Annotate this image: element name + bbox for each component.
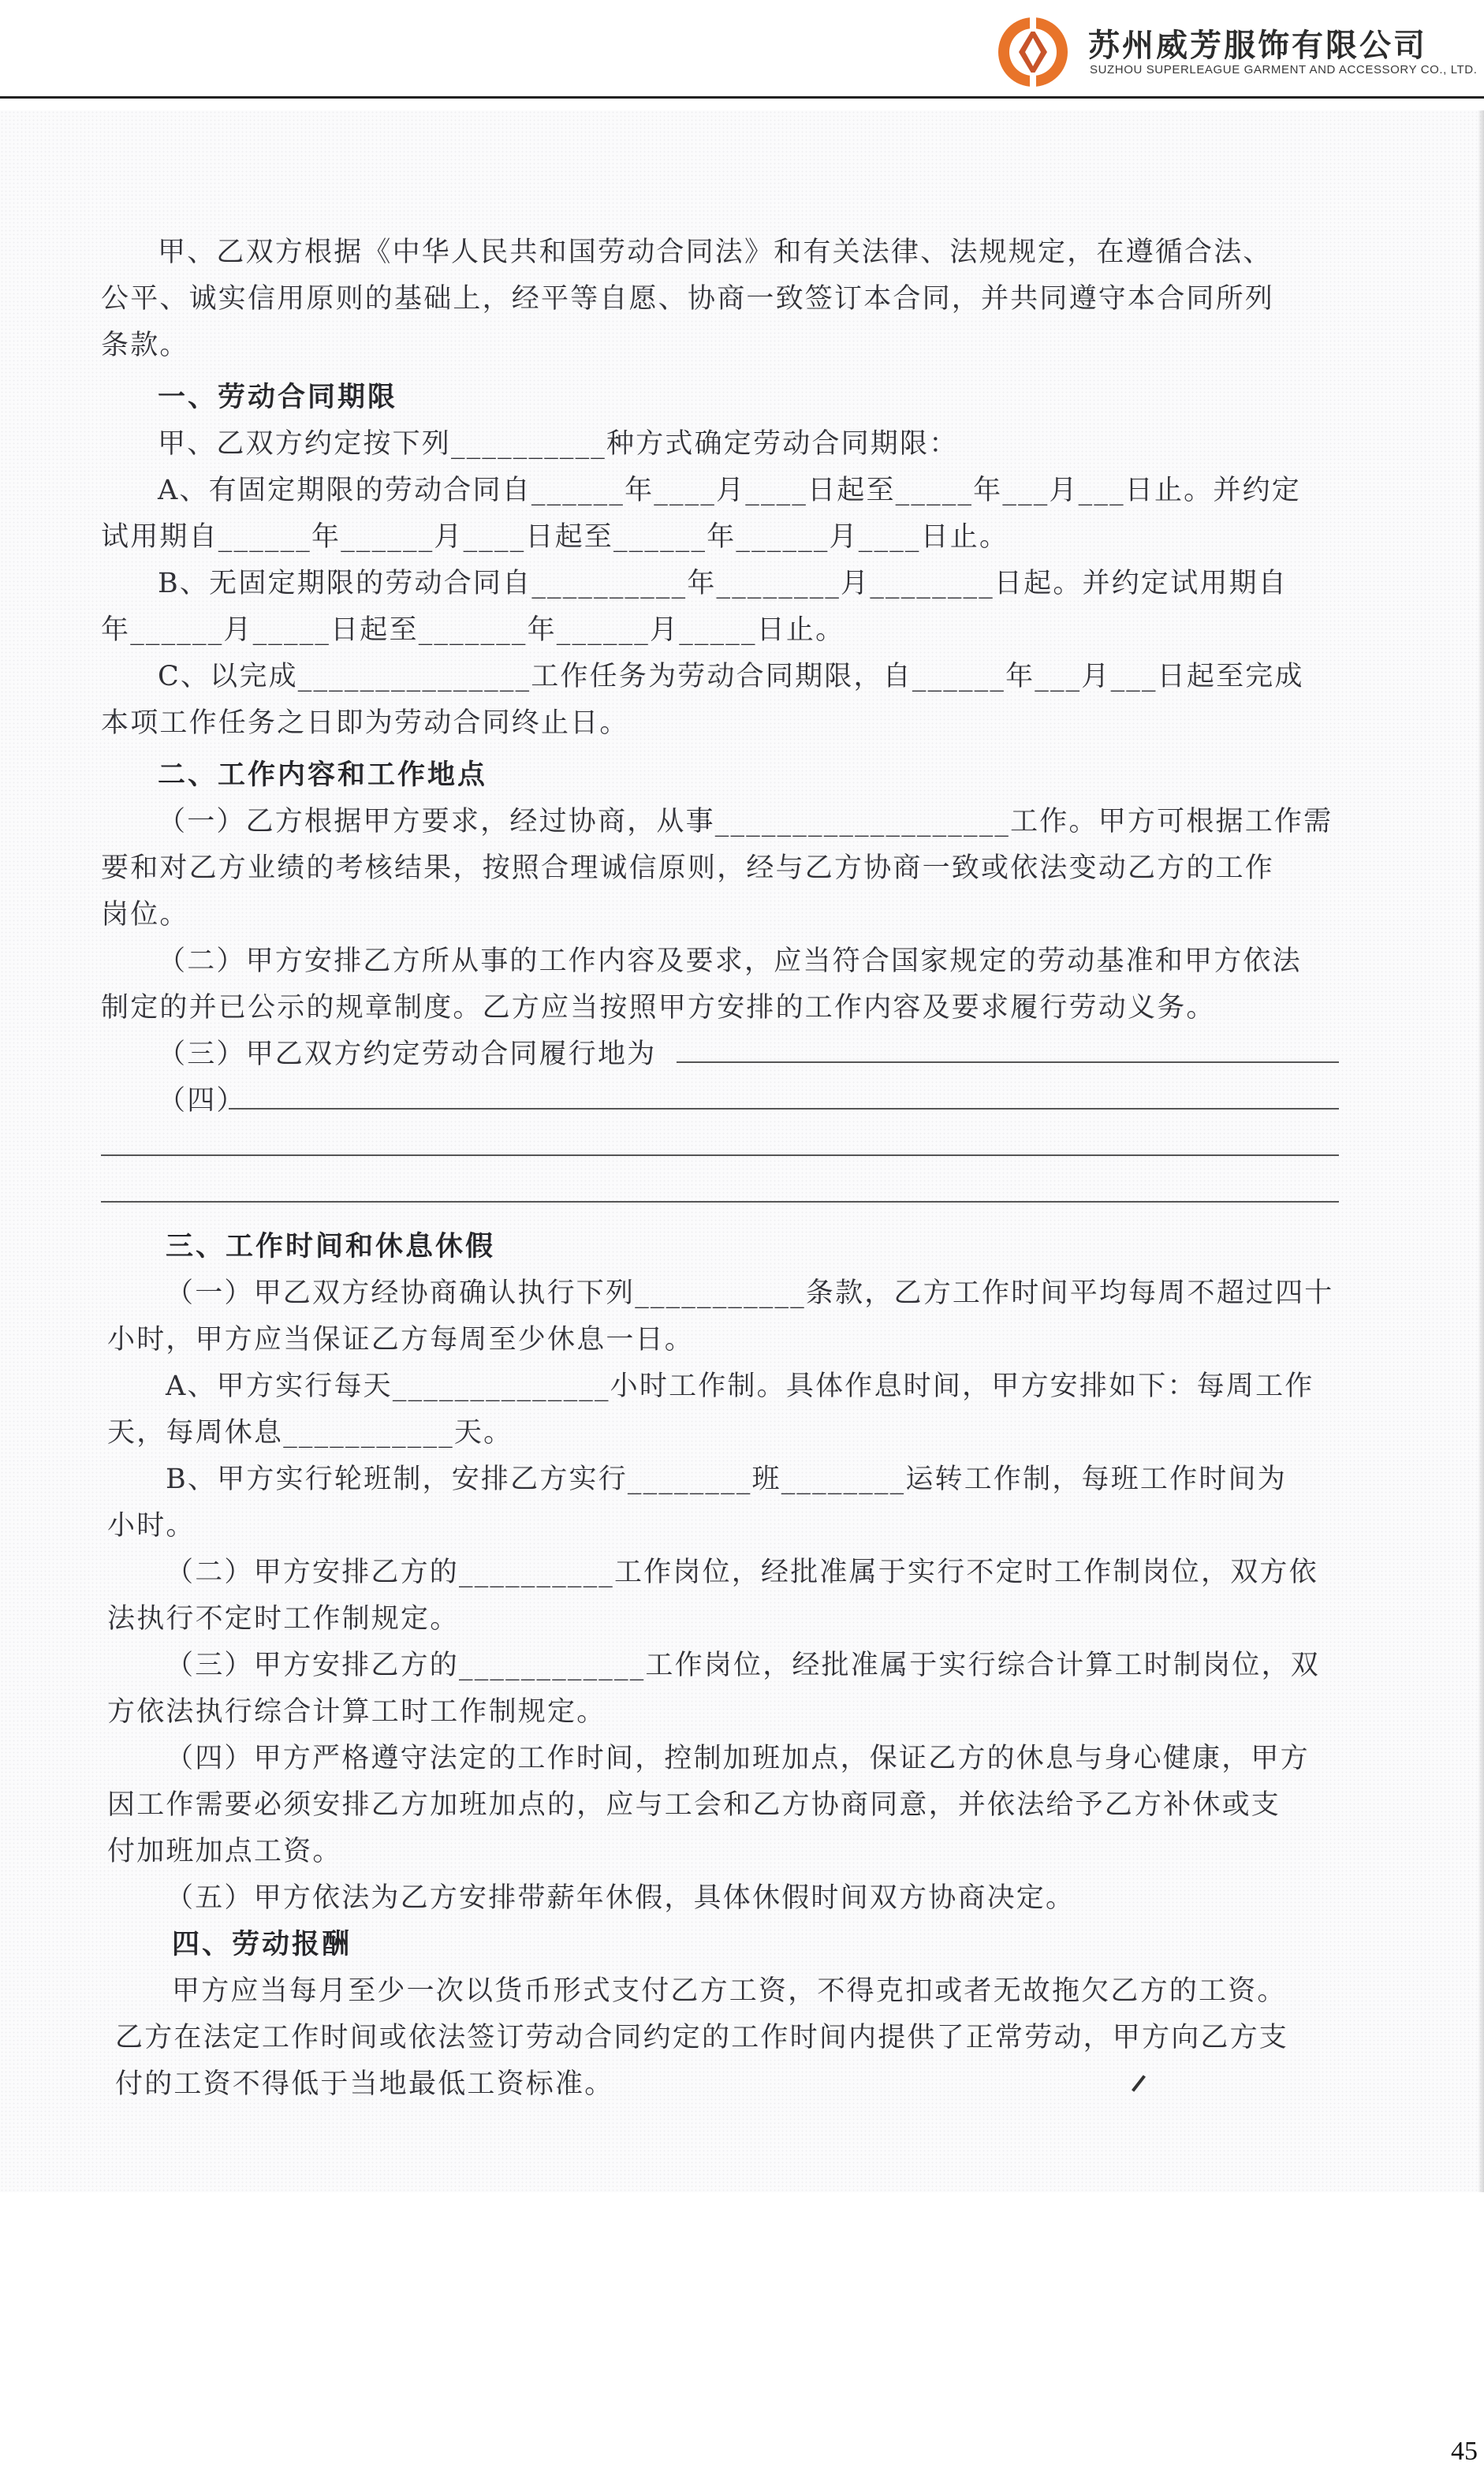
work-4-blank-1 (229, 1108, 1339, 1110)
hours-2-line-2: 法执行不定时工作制规定。 (107, 1603, 460, 1635)
section-1-heading: 一、劳动合同期限 (158, 381, 398, 413)
term-c-line-2: 本项工作任务之日即为劳动合同终止日。 (101, 707, 629, 739)
work-3-line: （三）甲乙双方约定劳动合同履行地为 (158, 1039, 657, 1070)
hours-5-line: （五）甲方依法为乙方安排带薪年休假，具体休假时间双方协商决定。 (166, 1882, 1076, 1914)
hours-1-line-1: （一）甲乙双方经协商确认执行下列___________条款，乙方工作时间平均每周不超过四十 (166, 1277, 1334, 1309)
header-divider (0, 96, 1484, 99)
term-a-line-1: A、有固定期限的劳动合同自______年____月____日起至_____年___月___日止。并约定 (158, 475, 1301, 506)
letterhead (0, 0, 1484, 99)
work-4-label: （四） (158, 1085, 246, 1117)
company-name-cn: 苏州威芳服饰有限公司 (1088, 28, 1427, 64)
work-1-line-3: 岗位。 (101, 899, 189, 931)
hours-1-line-2: 小时，甲方应当保证乙方每周至少休息一日。 (107, 1324, 695, 1356)
hours-b-line-2: 小时。 (107, 1510, 196, 1542)
hours-3-line-2: 方依法执行综合计算工时工作制规定。 (107, 1696, 606, 1728)
work-4-blank-3 (101, 1201, 1339, 1203)
term-b-line-1: B、无固定期限的劳动合同自__________年________月________日起。并约定试用期自 (158, 568, 1288, 599)
work-2-line-1: （二）甲方安排乙方所从事的工作内容及要求，应当符合国家规定的劳动基准和甲方依法 (158, 945, 1302, 977)
hours-2-line-1: （二）甲方安排乙方的__________工作岗位，经批准属于实行不定时工作制岗位，双方依 (166, 1557, 1318, 1588)
hours-4-line-2: 因工作需要必须安排乙方加班加点的，应与工会和乙方协商同意，并依法给予乙方补休或支 (107, 1789, 1281, 1821)
hours-3-line-1: （三）甲方安排乙方的____________工作岗位，经批准属于实行综合计算工时制岗位，双 (166, 1650, 1321, 1681)
work-2-line-2: 制定的并已公示的规章制度。乙方应当按照甲方安排的工作内容及要求履行劳动义务。 (101, 992, 1216, 1024)
section-4-heading: 四、劳动报酬 (172, 1928, 352, 1960)
hours-4-line-1: （四）甲方严格遵守法定的工作时间，控制加班加点，保证乙方的休息与身心健康，甲方 (166, 1743, 1310, 1774)
term-method-line: 甲、乙双方约定按下列__________种方式确定劳动合同期限： (158, 428, 959, 460)
hours-4-line-3: 付加班加点工资。 (107, 1836, 342, 1867)
hours-a-line-1: A、甲方实行每天______________小时工作制。具体作息时间，甲方安排如下：每周工作 (166, 1371, 1314, 1402)
work-1-line-2: 要和对乙方业绩的考核结果，按照合理诚信原则，经与乙方协商一致或依法变动乙方的工作 (101, 852, 1275, 884)
company-name-en: SUZHOU SUPERLEAGUE GARMENT AND ACCESSORY CO., LTD. (1090, 63, 1478, 76)
intro-line-1: 甲、乙双方根据《中华人民共和国劳动合同法》和有关法律、法规规定，在遵循合法、 (158, 237, 1273, 268)
pay-line-1: 甲方应当每月至少一次以货币形式支付乙方工资，不得克扣或者无故拖欠乙方的工资。 (172, 1975, 1287, 2007)
page-number: 45 (1451, 2437, 1478, 2466)
intro-line-2: 公平、诚实信用原则的基础上，经平等自愿、协商一致签订本合同，并共同遵守本合同所列 (101, 283, 1275, 315)
term-a-line-2: 试用期自______年______月____日起至______年______月____日止。 (101, 521, 1009, 553)
section-2-heading: 二、工作内容和工作地点 (158, 759, 488, 791)
section-3-heading: 三、工作时间和休息休假 (166, 1230, 496, 1262)
work-1-line-1: （一）乙方根据甲方要求，经过协商，从事___________________工作。甲方可根据工作需 (158, 806, 1333, 837)
company-logo-icon (995, 14, 1074, 90)
work-place-blank (677, 1061, 1339, 1063)
term-c-line-1: C、以完成_______________工作任务为劳动合同期限，自______年___月___日起至完成 (158, 661, 1304, 692)
pay-line-2: 乙方在法定工作时间或依法签订劳动合同约定的工作时间内提供了正常劳动，甲方向乙方支 (115, 2022, 1289, 2053)
term-b-line-2: 年______月_____日起至_______年______月_____日止。 (101, 614, 845, 646)
scan-edge-shadow (1478, 110, 1484, 2192)
pay-line-3: 付的工资不得低于当地最低工资标准。 (115, 2068, 614, 2100)
intro-line-3: 条款。 (101, 330, 189, 361)
work-4-blank-2 (101, 1154, 1339, 1156)
hours-a-line-2: 天，每周休息___________天。 (107, 1417, 513, 1449)
hours-b-line-1: B、甲方实行轮班制，安排乙方实行________班________运转工作制，每班工作时间为 (166, 1464, 1287, 1495)
